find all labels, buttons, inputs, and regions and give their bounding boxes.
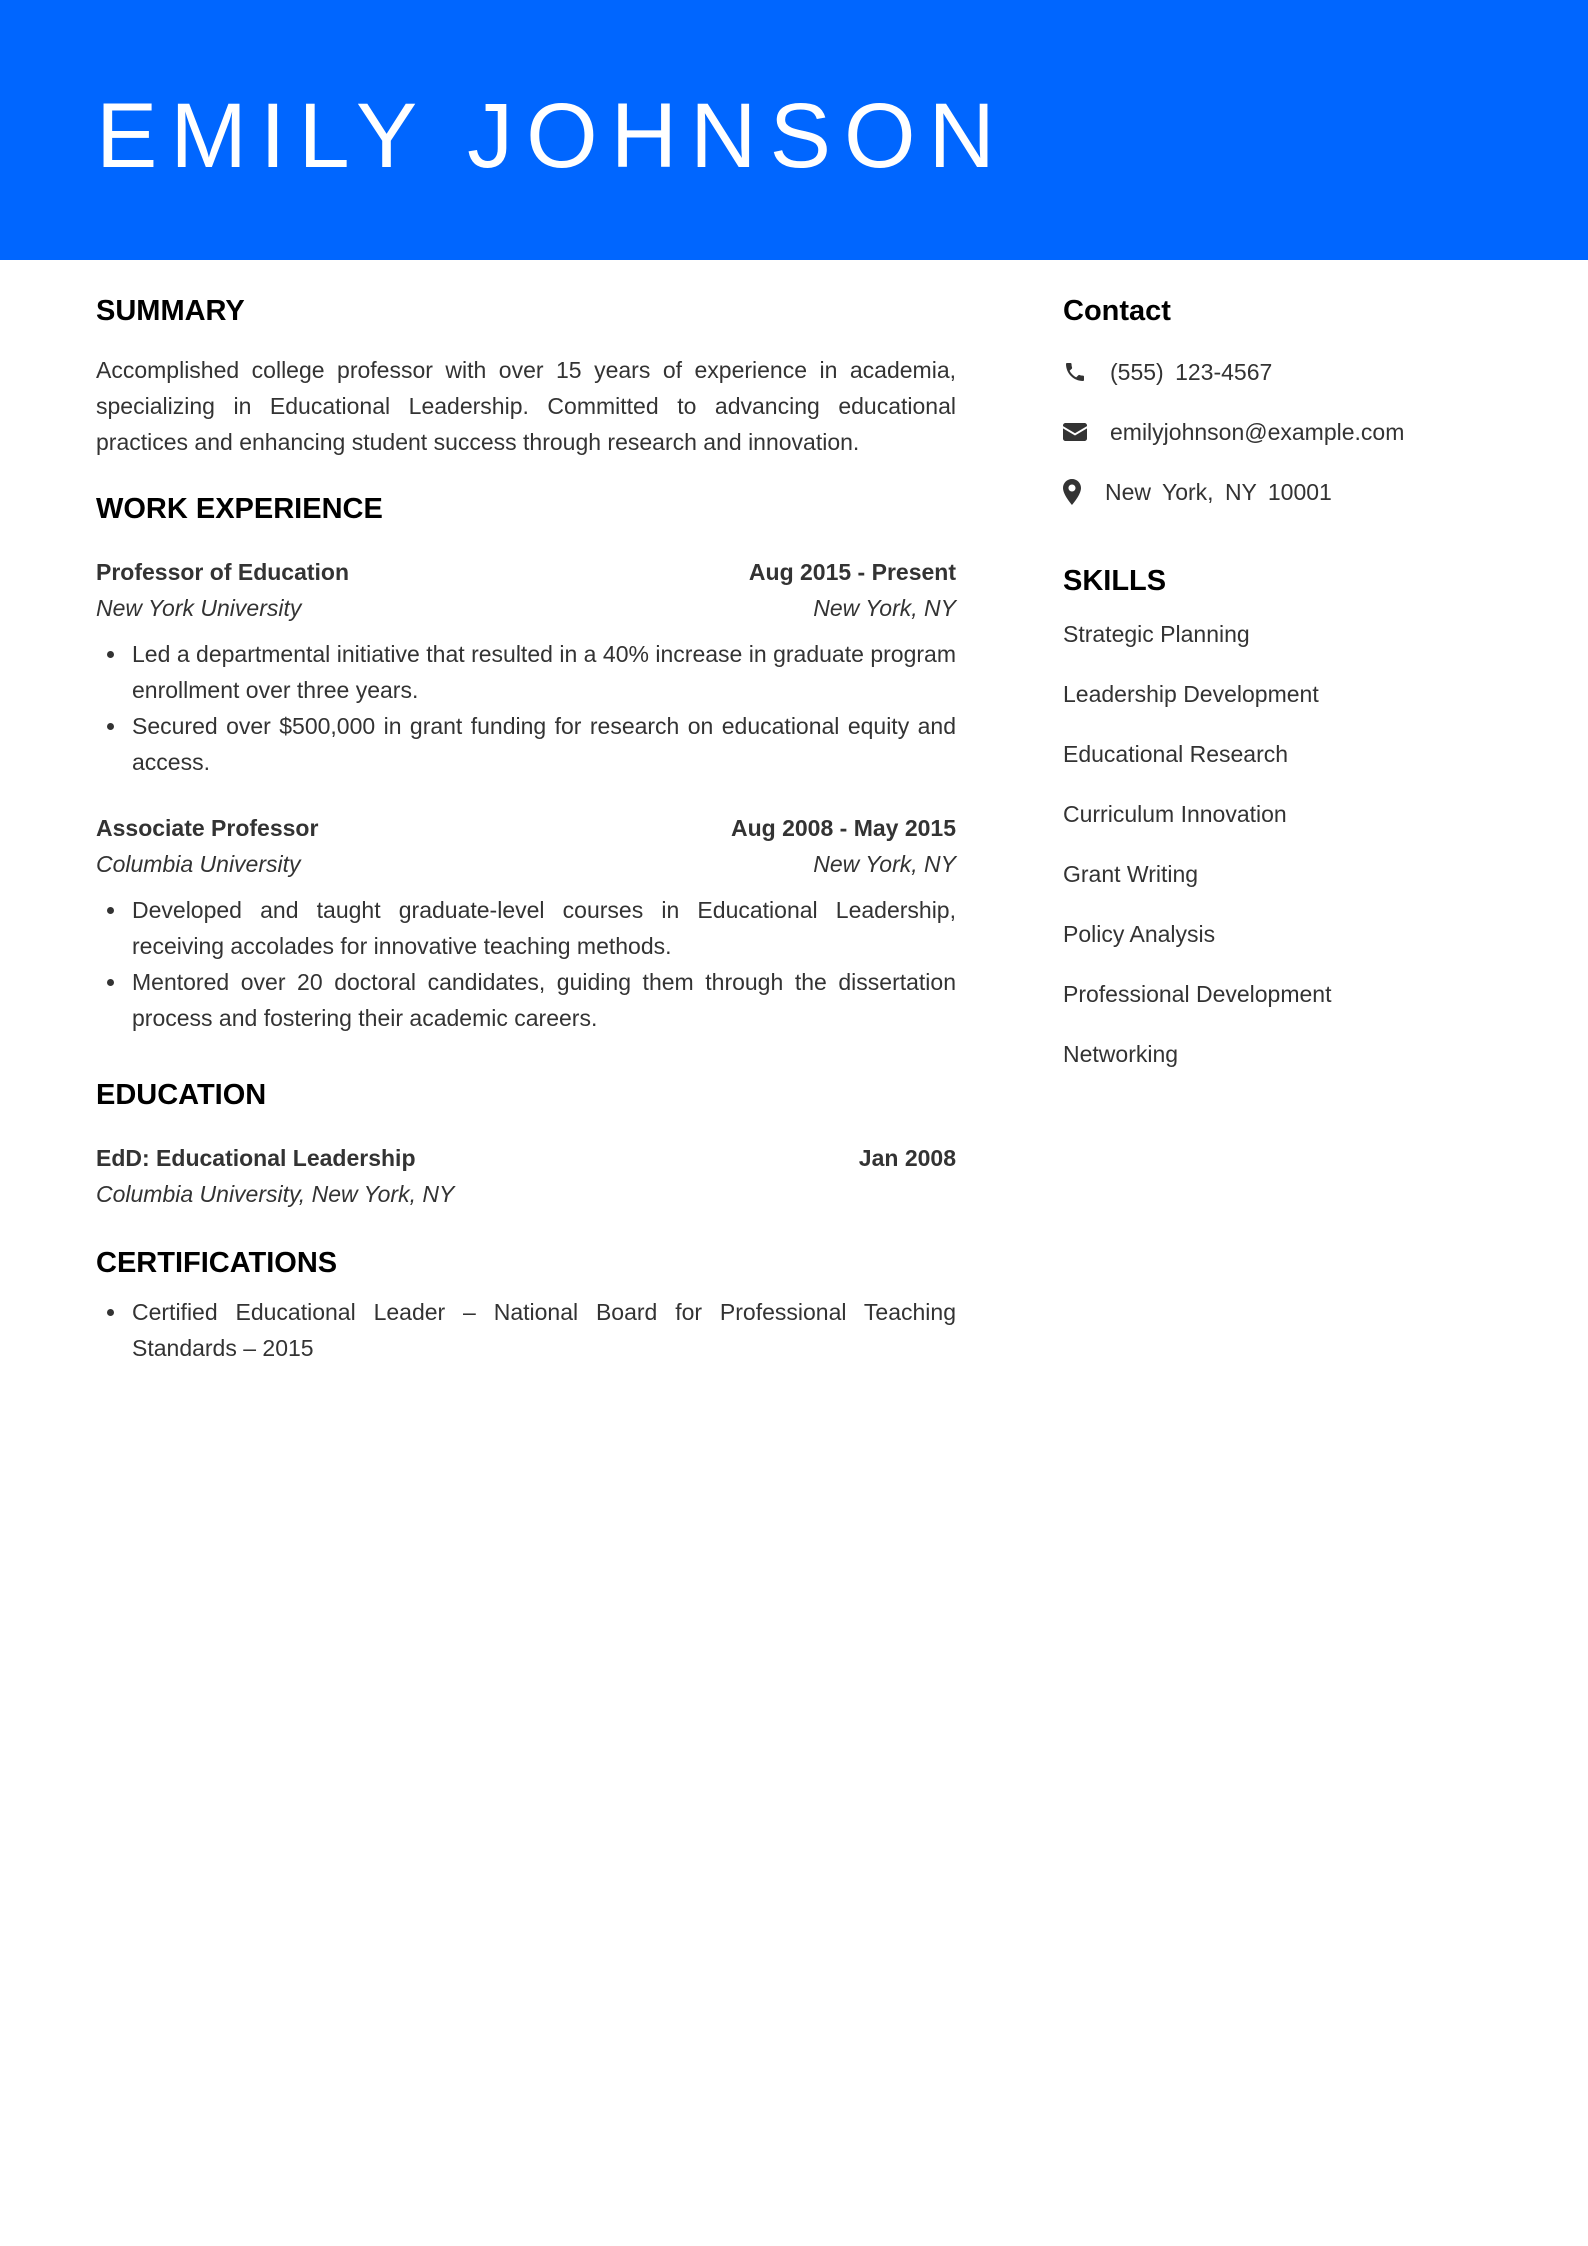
contact-phone <box>1063 352 1503 392</box>
skills-list <box>1063 616 1503 1072</box>
job-location: New York, NY <box>813 851 956 877</box>
main-column <box>96 290 956 1366</box>
sidebar-column <box>1063 290 1503 1096</box>
skill-item: Networking <box>1063 1041 1179 1067</box>
certifications-section <box>96 1242 956 1366</box>
contact-email-text: emilyjohnson@example.com <box>1110 418 1405 445</box>
skill-item: Grant Writing <box>1063 861 1199 887</box>
education-entry <box>96 1140 956 1212</box>
envelope-icon <box>1063 419 1089 445</box>
contact-email <box>1063 412 1503 452</box>
education-heading: EDUCATION <box>96 1079 267 1111</box>
contact-list <box>1063 352 1503 512</box>
skill-item: Curriculum Innovation <box>1063 801 1287 827</box>
map-marker-icon <box>1063 479 1083 505</box>
contact-phone-text: (555) 123-4567 <box>1110 358 1273 385</box>
job-title: Associate Professor <box>96 815 319 841</box>
contact-location <box>1063 472 1503 512</box>
skill-item: Professional Development <box>1063 981 1332 1007</box>
contact-heading: Contact <box>1063 295 1171 327</box>
summary-heading: SUMMARY <box>96 295 245 327</box>
job-organization: Columbia University <box>96 851 301 877</box>
job-title: Professor of Education <box>96 559 350 585</box>
certifications-heading: CERTIFICATIONS <box>96 1247 338 1279</box>
job-bullets <box>96 892 956 1036</box>
degree-title: EdD: Educational Leadership <box>96 1145 416 1171</box>
summary-section <box>96 290 956 460</box>
header-banner <box>0 0 1588 260</box>
job-dates: Aug 2015 - Present <box>748 559 956 585</box>
skills-heading: SKILLS <box>1063 565 1167 597</box>
job-entry <box>96 810 956 1036</box>
job-bullet: Developed and taught graduate-level courses in Educational Leadership, receiving accolades for innovative teaching methods. <box>132 892 956 964</box>
work-experience-heading: WORK EXPERIENCE <box>96 493 383 525</box>
education-section <box>96 1074 956 1212</box>
job-bullet: Mentored over 20 doctoral candidates, guiding them through the dissertation process and fostering their academic careers. <box>132 964 956 1036</box>
skill-item: Leadership Development <box>1063 681 1319 707</box>
skill-item: Strategic Planning <box>1063 621 1250 647</box>
contact-section <box>1063 290 1503 512</box>
school-name: Columbia University, New York, NY <box>96 1181 455 1207</box>
skill-item: Policy Analysis <box>1063 921 1216 947</box>
phone-icon <box>1063 359 1089 385</box>
job-bullet: Secured over $500,000 in grant funding for research on educational equity and access. <box>132 708 956 780</box>
certification-list <box>96 1294 956 1366</box>
summary-text: Accomplished college professor with over 15 years of experience in academia, specializing in Educational Leadership. Committed to advancing educational practices and enhancing student success through research and innovation. <box>96 357 956 455</box>
job-location: New York, NY <box>813 595 956 621</box>
certification-item: Certified Educational Leader – National Board for Professional Teaching Standards – 2015 <box>132 1294 956 1366</box>
job-entry <box>96 554 956 780</box>
skill-item: Educational Research <box>1063 741 1289 767</box>
job-organization: New York University <box>96 595 302 621</box>
candidate-name: EMILY JOHNSON <box>96 85 1008 187</box>
work-experience-section <box>96 488 956 1036</box>
contact-location-text: New York, NY 10001 <box>1105 478 1332 505</box>
job-dates: Aug 2008 - May 2015 <box>730 815 956 841</box>
skills-section <box>1063 560 1503 1072</box>
job-bullet: Led a departmental initiative that resulted in a 40% increase in graduate program enrollment over three years. <box>132 636 956 708</box>
degree-date: Jan 2008 <box>858 1145 956 1171</box>
job-bullets <box>96 636 956 780</box>
